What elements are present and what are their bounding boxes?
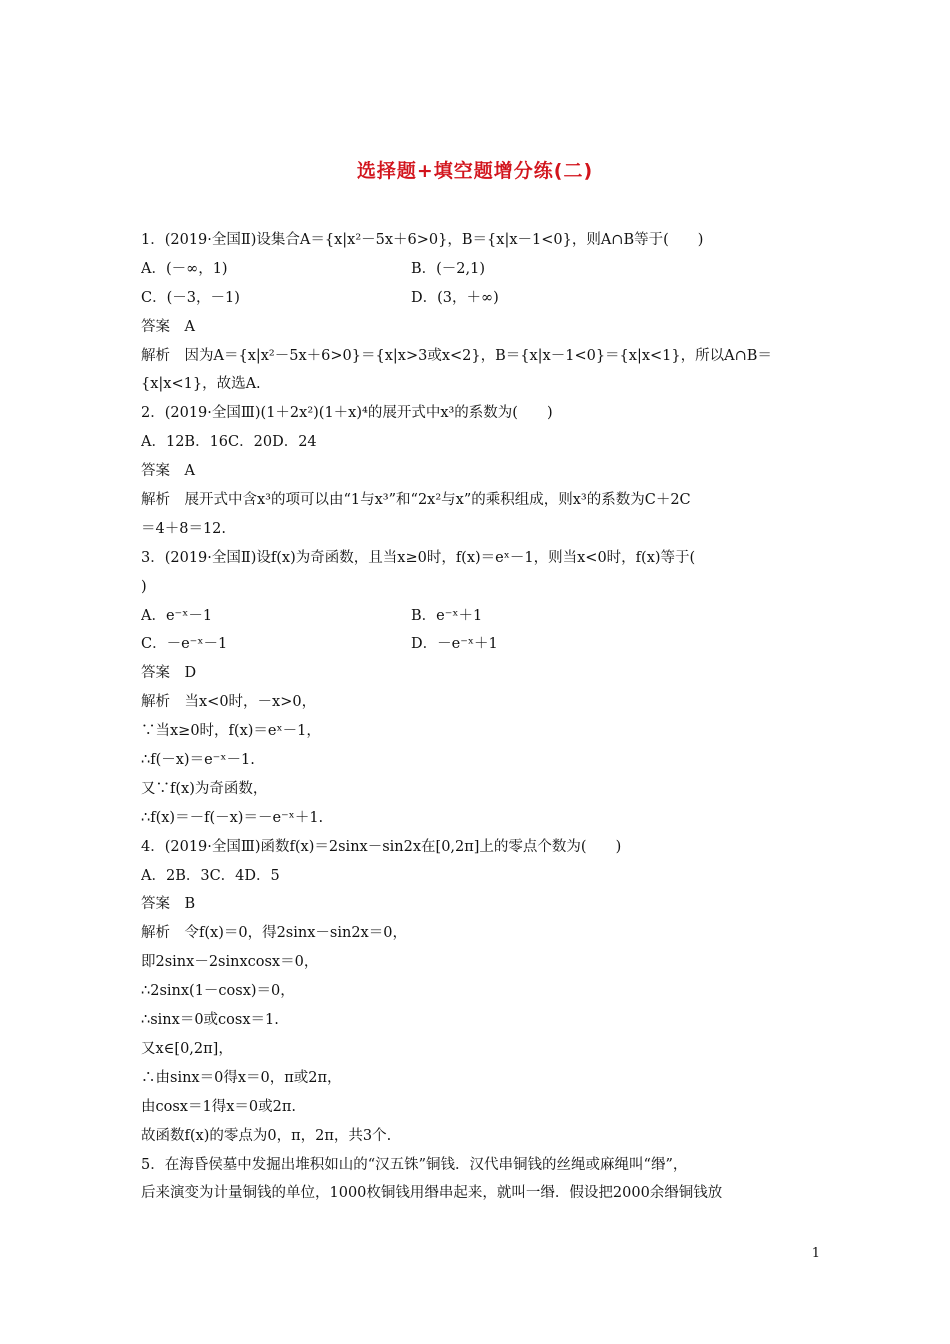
text-line: 又x∈[0,2π]， [141, 1040, 233, 1057]
text-line: 故函数f(x)的零点为0，π，2π，共3个. [141, 1127, 392, 1144]
text-line: 4．(2019·全国Ⅲ)函数f(x)＝2sinx－sin2x在[0,2π]上的零点个数为( ) [141, 838, 622, 855]
option-text: D．(3，＋∞) [411, 289, 499, 306]
text-line: 解析 因为A＝{x|x²－5x＋6>0}＝{x|x>3或x<2}，B＝{x|x－1<0}＝{x|x<1}，所以A∩B＝ [141, 347, 772, 364]
text-line: 解析 展开式中含x³的项可以由“1与x³”和“2x²与x”的乘积组成，则x³的系数为C＋2C [141, 492, 691, 509]
text-line: 即2sinx－2sinxcosx＝0， [141, 954, 319, 971]
text-line: ＝4＋8＝12. [141, 520, 227, 537]
text-line: ∴sinx＝0或cosx＝1. [141, 1012, 279, 1029]
text-line: 答案 B [141, 896, 196, 913]
text-line: 答案 A [141, 463, 195, 480]
text-line: ∴由sinx＝0得x＝0，π或2π， [141, 1069, 342, 1086]
text-line: 又∵f(x)为奇函数， [141, 780, 268, 797]
option-row [141, 602, 811, 631]
text-line: 解析 当x<0时，－x>0， [141, 694, 317, 711]
text-line: 由cosx＝1得x＝0或2π. [141, 1098, 296, 1115]
option-text: B．e⁻ˣ＋1 [411, 607, 483, 624]
option-row [141, 630, 811, 659]
text-line: A．12B．16C．20D．24 [141, 434, 317, 451]
option-text: A．e⁻ˣ－1 [141, 607, 213, 624]
text-line: 解析 令f(x)＝0，得2sinx－sin2x＝0， [141, 925, 407, 942]
text-line: 2．(2019·全国Ⅲ)(1＋2x²)(1＋x)⁴的展开式中x³的系数为( ) [141, 405, 553, 422]
page-number: 1 [811, 1246, 820, 1261]
option-text: D．－e⁻ˣ＋1 [411, 636, 498, 653]
option-row [141, 255, 811, 284]
text-line: ∴2sinx(1－cosx)＝0， [141, 983, 295, 1000]
page-title: 选择题+填空题增分练(二) [356, 160, 594, 182]
text-line: 答案 A [141, 318, 195, 335]
text-line: {x|x<1}，故选A. [141, 376, 261, 393]
text-line: 3．(2019·全国Ⅱ)设f(x)为奇函数，且当x≥0时，f(x)＝eˣ－1，则当x<0时，f(x)等于( [141, 549, 696, 566]
option-text: A．(－∞，1) [141, 260, 228, 277]
text-line: ∵当x≥0时，f(x)＝eˣ－1， [141, 723, 321, 740]
text-line: A．2B．3C．4D．5 [141, 867, 280, 884]
text-line: ) [141, 578, 147, 595]
option-text: C．(－3，－1) [141, 289, 240, 306]
text-line: 5．在海昏侯墓中发掘出堆积如山的“汉五铢”铜钱．汉代串铜钱的丝绳或麻绳叫“缗”， [141, 1156, 688, 1173]
option-row [141, 284, 811, 313]
text-line: 后来演变为计量铜钱的单位，1000枚铜钱用缗串起来，就叫一缗．假设把2000余缗铜钱放 [141, 1185, 723, 1202]
text-line: 1．(2019·全国Ⅱ)设集合A＝{x|x²－5x＋6>0}，B＝{x|x－1<0}，则A∩B等于( ) [141, 232, 704, 248]
text-line: 答案 D [141, 665, 197, 682]
text-line: ∴f(－x)＝e⁻ˣ－1. [141, 752, 255, 769]
document-body [141, 226, 811, 1208]
option-text: C．－e⁻ˣ－1 [141, 636, 228, 653]
option-text: B．(－2,1) [411, 260, 486, 277]
text-line: ∴f(x)＝－f(－x)＝－e⁻ˣ＋1. [141, 809, 324, 826]
